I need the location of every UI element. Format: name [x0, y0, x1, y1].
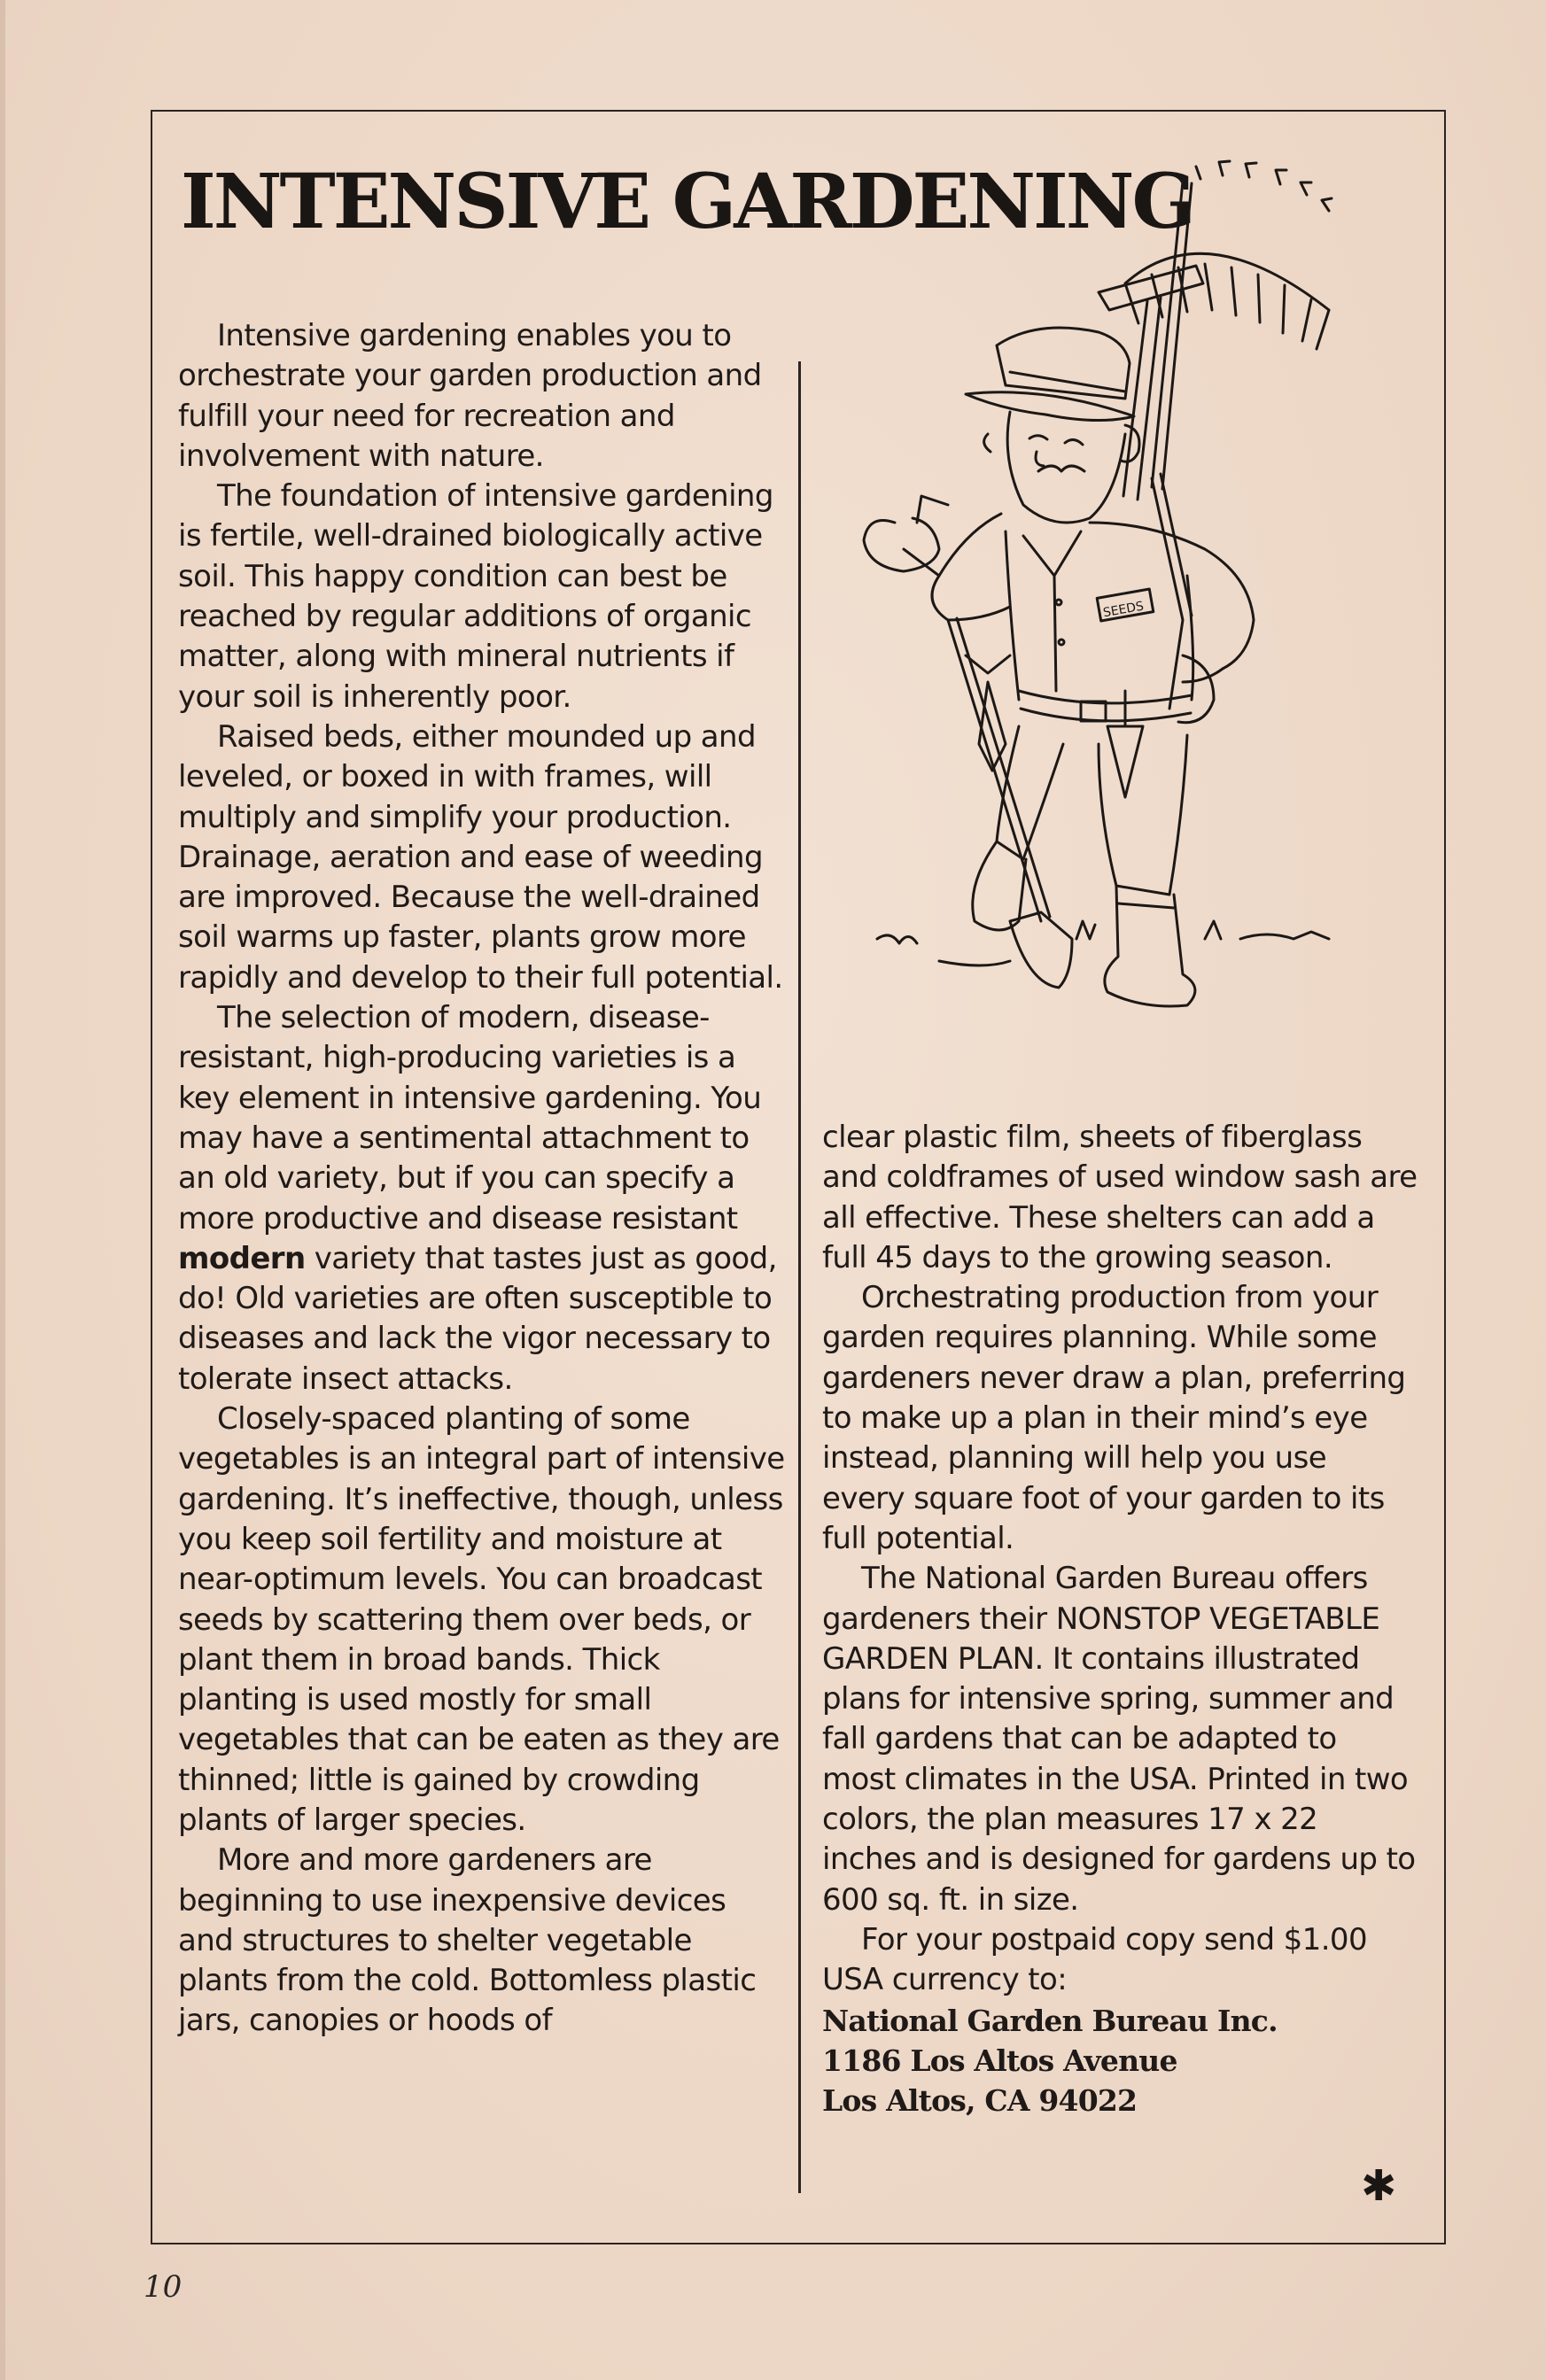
paragraph-order-instructions: For your postpaid copy send $1.00 USA currency to:	[822, 1921, 1367, 1998]
belt-and-tools	[966, 655, 1192, 797]
paragraph-garden-plan-offer: The National Garden Bureau offers gardeners their NONSTOP VEGETABLE GARDEN PLAN. It contains illustrated plans for intensive spring, summer and fall gardens that can be adapted to most climates in the USA. Printed in two colors, the plan measures 17 x 22 inches and is designed for gardens up to 600 sq. ft. in size.	[822, 1561, 1416, 1918]
paragraph-shelters-continued: clear plastic film, sheets of fiberglass and coldframes of used window sash are all effective. These shelters can add a full 45 days to the growing season.	[822, 1120, 1418, 1275]
hat	[966, 328, 1134, 421]
address-city: Los Altos, CA 94022	[822, 2083, 1138, 2119]
page-edge	[0, 0, 5, 2380]
ground-tufts	[877, 921, 1329, 965]
paragraph-shelters: More and more gardeners are beginning to use inexpensive devices and structures to shelter vegetable plants from the cold. Bottomless plastic jars, canopies or hoods of	[178, 1842, 757, 2039]
rake-tool	[1125, 161, 1332, 489]
shovel-blade	[948, 618, 1072, 988]
article-title: INTENSIVE GARDENING	[181, 158, 1194, 246]
paragraph-spacing: Closely-spaced planting of some vegetables is an integral part of intensive gardening. It’s ineffective, though, unless you keep soil fertility and moisture at near-optimum levels. You can broadcast seeds by scattering them over beds, or plant them in broad bands. Thick planting is used mostly for small vegetables that can be eaten as they are thinned; little is gained by crowding plants of larger species.	[178, 1401, 785, 1838]
varieties-text-end: variety that tastes just as good, do! Old varieties are often susceptible to diseases and lack the vigor necessary to tolerate insect attacks.	[178, 1240, 777, 1397]
head	[984, 412, 1139, 523]
paragraph-raised-beds: Raised beds, either mounded up and leveled, or boxed in with frames, will multiply and simplify your production. Drainage, aeration and ease of weeding are improved. Because the well-drained soil warms up faster, plants grow more rapidly and develop to their full potential.	[178, 718, 783, 996]
paragraph-intro-text: Intensive gardening enables you to orchestrate your garden production and fulfill your need for recreation and involvement with nature.	[178, 318, 762, 474]
torso	[904, 474, 1254, 709]
address-street: 1186 Los Altos Avenue	[822, 2043, 1177, 2078]
page-number: 10	[144, 2269, 183, 2305]
svg-text:SEEDS: SEEDS	[1101, 599, 1146, 621]
varieties-text-start: The selection of modern, disease-resistant, high-producing varieties is a key element in intensive gardening. You may have a sentimental attachment to an old variety, but if you can specify a more productive and disease resistant	[178, 1000, 762, 1237]
emphasis-modern: modern	[178, 1240, 306, 1276]
legs	[973, 726, 1195, 1006]
paragraph-intro	[178, 316, 788, 477]
gardener-illustration	[833, 159, 1453, 1107]
end-of-article-mark: ✱	[1361, 2161, 1397, 2211]
address-organization: National Garden Bureau Inc.	[822, 2003, 1278, 2038]
column-divider	[798, 361, 801, 2193]
paragraph-soil: The foundation of intensive gardening is fertile, well-drained biologically active soil. This happy condition can best be reached by regular additions of organic matter, along with mineral nutrients if your soil is inherently poor.	[178, 478, 773, 715]
shovel-tool	[1099, 266, 1203, 500]
paragraph-planning: Orchestrating production from your garden requires planning. While some gardeners never draw a plan, preferring to make up a plan in their mind’s eye instead, planning will help you use every square foot of your garden to its full potential.	[822, 1280, 1406, 1556]
left-column	[178, 316, 788, 2042]
paragraph-varieties	[178, 998, 788, 1399]
right-column	[822, 1118, 1418, 2120]
right-arm	[1178, 655, 1223, 723]
left-arm	[864, 496, 1010, 620]
